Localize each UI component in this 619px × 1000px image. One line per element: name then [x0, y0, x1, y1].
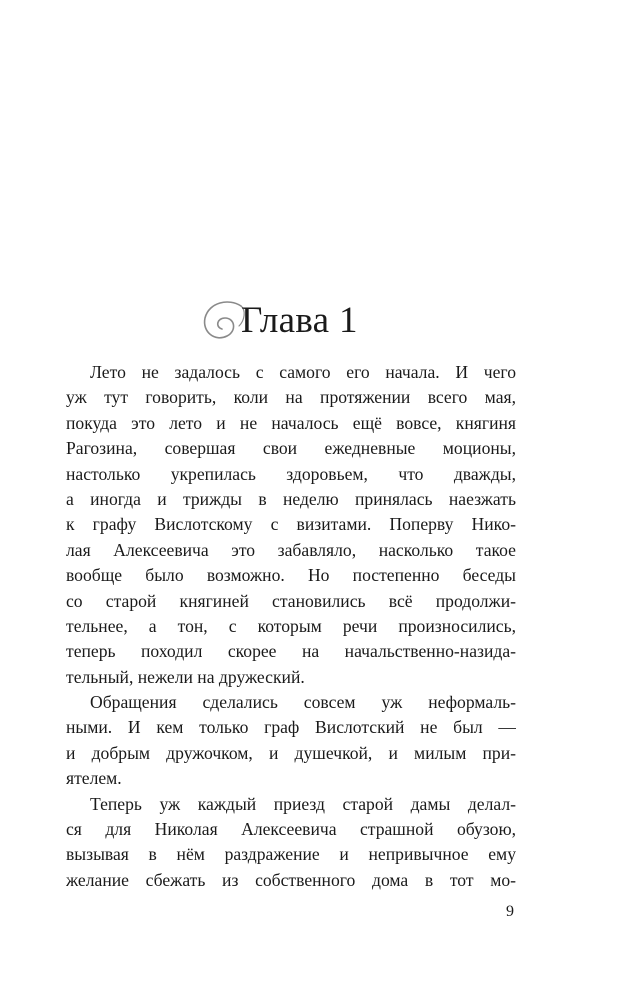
text-line: ся для Николая Алексеевича страшной обузою,: [66, 819, 516, 840]
paragraph: [66, 360, 516, 690]
page-number: 9: [506, 903, 514, 920]
text-line: теперь походил скорее на начальственно-назида-: [66, 641, 516, 662]
text-line: тельный, нежели на дружеский.: [66, 666, 305, 687]
body-text: [66, 360, 516, 893]
chapter-title: Глава 1: [241, 300, 358, 341]
text-line: к графу Вислотскому с визитами. Поперву Нико-: [66, 514, 516, 535]
text-line: уж тут говорить, коли на протяжении всего мая,: [66, 387, 516, 408]
text-line: а иногда и трижды в неделю принялась наезжать: [66, 488, 516, 509]
text-line: тельнее, а тон, с которым речи произносились,: [66, 615, 516, 636]
chapter-heading: [0, 296, 619, 356]
text-line: покуда это лето и не началось ещё вовсе, княгиня: [66, 412, 516, 433]
text-line: вызывая в нём раздражение и непривычное ему: [66, 844, 516, 865]
text-line: настолько укрепилась здоровьем, что дважды,: [66, 463, 516, 484]
paragraph: [66, 792, 516, 894]
text-line: Рагозина, совершая свои ежедневные моционы,: [66, 438, 516, 459]
text-line: ными. И кем только граф Вислотский не был —: [66, 717, 516, 738]
text-line: ятелем.: [66, 768, 122, 789]
text-line: желание сбежать из собственного дома в тот мо-: [66, 869, 516, 890]
text-line: лая Алексеевича это забавляло, насколько такое: [66, 539, 516, 560]
text-line: Обращения сделались совсем уж неформаль-: [90, 692, 516, 713]
paragraph: [66, 690, 516, 792]
text-line: Лето не задалось с самого его начала. И чего: [90, 362, 516, 382]
text-line: Теперь уж каждый приезд старой дамы делал-: [90, 793, 516, 814]
text-line: и добрым дружочком, и душечкой, и милым при-: [66, 742, 516, 763]
text-line: вообще было возможно. Но постепенно беседы: [66, 565, 516, 586]
text-line: со старой княгиней становились всё продолжи-: [66, 590, 516, 611]
